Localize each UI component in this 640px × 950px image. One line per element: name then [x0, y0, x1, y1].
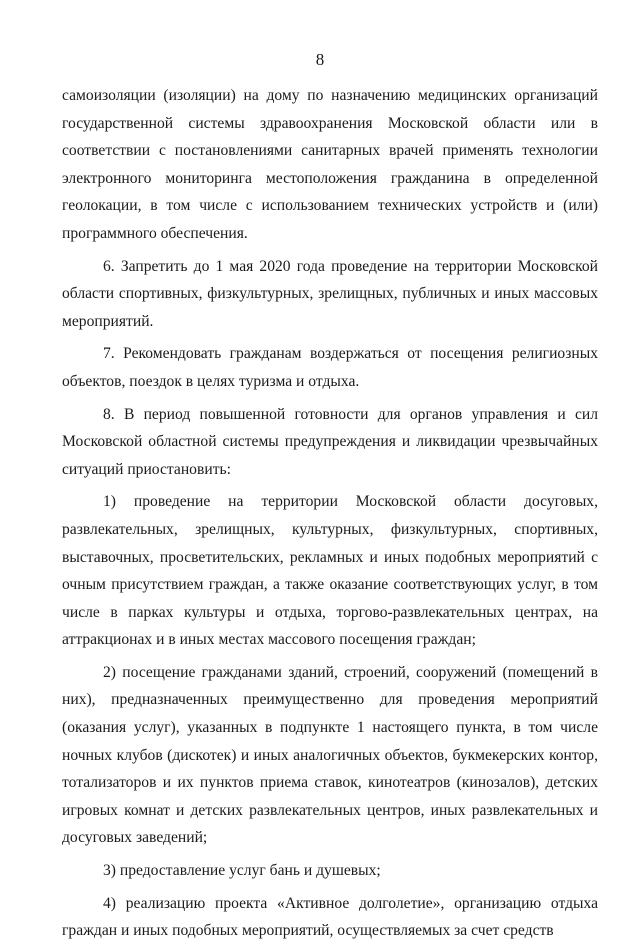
subparagraph-2: 2) посещение гражданами зданий, строений, сооружений (помещений в них), предназначенных преимущественно для проведения мероприятий (оказания услуг), указанных в подпункте 1 настоящего пункта, в том числе ночных клубов (дискотек) и иных аналогичных объектов, букмекерских контор, тотализаторов и их пунктов приема ставок, кинотеатров (кинозалов), детских игровых комнат и детских развлекательных центров, иных развлекательных и досуговых заведений; — [62, 663, 598, 847]
page-number: 8 — [315, 50, 325, 69]
paragraph-item-6: 6. Запретить до 1 мая 2020 года проведение на территории Московской области спортивных, физкультурных, зрелищных, публичных и иных массовых мероприятий. — [62, 257, 598, 330]
paragraph-item-7: 7. Рекомендовать гражданам воздержаться от посещения религиозных объектов, поездок в целях туризма и отдыха. — [62, 345, 598, 390]
subparagraph-1: 1) проведение на территории Московской области досуговых, развлекательных, зрелищных, культурных, физкультурных, спортивных, выставочных, просветительских, рекламных и иных подобных мероприятий с очным присутствием граждан, а также оказание соответствующих услуг, в том числе в парках культуры и отдыха, торгово-развлекательных центрах, на аттракционах и в иных местах массового посещения граждан; — [62, 493, 598, 649]
paragraph-item-8: 8. В период повышенной готовности для органов управления и сил Московской областной системы предупреждения и ликвидации чрезвычайных ситуаций приостановить: — [62, 405, 598, 478]
paragraph-continuation: самоизоляции (изоляции) на дому по назначению медицинских организаций государственной системы здравоохранения Московской области или в соответствии с постановлениями санитарных врачей применять технологии электронного мониторинга местоположения гражданина в определенной геолокации, в том числе с использованием технических устройств и (или) программного обеспечения. — [62, 87, 598, 242]
document-body — [62, 82, 598, 950]
subparagraph-3: 3) предоставление услуг бань и душевых; — [103, 862, 381, 880]
subparagraph-4: 4) реализацию проекта «Активное долголетие», организацию отдыха граждан и иных подобных мероприятий, осуществляемых за счет средств — [62, 894, 598, 940]
